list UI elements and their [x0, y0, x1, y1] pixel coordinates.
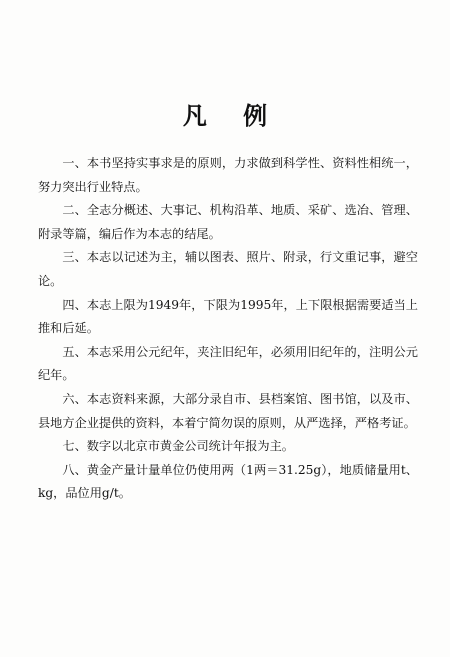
- guideline-paragraph-8: 八、黄金产量计量单位仍使用两（1两＝31.25g），地质储量用t、kg，品位用g/t。: [38, 462, 418, 501]
- guideline-paragraph-1: 一、本书坚持实事求是的原则，力求做到科学性、资料性相统一，努力突出行业特点。: [38, 156, 418, 194]
- guideline-paragraph-7: 七、数字以北京市黄金公司统计年报为主。: [62, 439, 294, 454]
- guidelines-body: [38, 152, 418, 506]
- page-title: 凡 例: [182, 102, 282, 130]
- guideline-paragraph-4: 四、本志上限为1949年，下限为1995年，上下限根据需要适当上推和后延。: [38, 297, 418, 336]
- guideline-paragraph-5: 五、本志采用公元纪年，夹注旧纪年，必须用旧纪年的，注明公元纪年。: [38, 344, 418, 383]
- guideline-paragraph-6: 六、本志资料来源，大部分录自市、县档案馆、图书馆，以及市、县地方企业提供的资料，本着宁简勿误的原则，从严选择，严格考证。: [38, 391, 418, 430]
- guideline-paragraph-2: 二、全志分概述、大事记、机构沿革、地质、采矿、选冶、管理、附录等篇，编后作为本志的结尾。: [38, 203, 418, 241]
- guideline-paragraph-3: 三、本志以记述为主，辅以图表、照片、附录，行文重记事，避空论。: [38, 250, 418, 288]
